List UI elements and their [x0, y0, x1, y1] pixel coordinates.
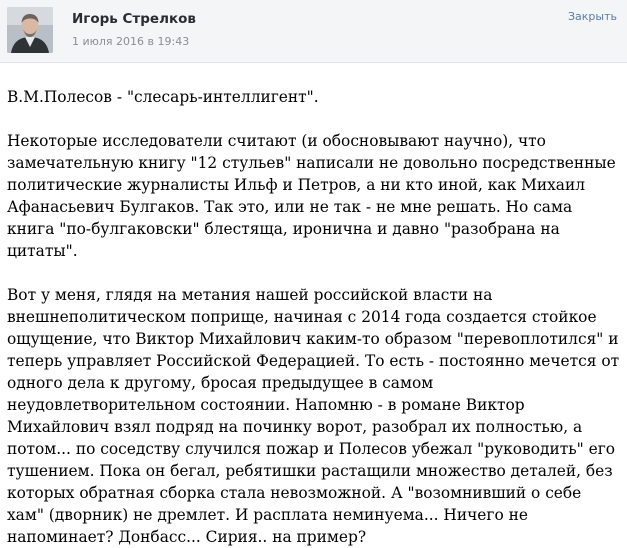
post-date[interactable]: 1 июля 2016 в 19:43	[72, 35, 190, 48]
user-photo-icon[interactable]	[7, 7, 53, 53]
post-paragraph: В.М.Полесов - "слесарь-интеллигент".	[7, 88, 319, 106]
close-button[interactable]: Закрыть	[568, 10, 617, 23]
avatar-photo	[7, 7, 53, 53]
post-text	[7, 86, 621, 548]
post-paragraph: Вот у меня, глядя на метания нашей российской власти на внешнеполитическом поприще, начиная с 2014 года создается стойкое ощущение, что Виктор Михайлович каким-то образом "перевоплотился" и теперь управляет Российской Федерацией. То есть - постоянно мечется от одного дела к другому, бросая предыдущее в самом неудовлетворительном состоянии. Напомню - в романе Виктор Михайлович взял подряд на починку ворот, разобрал их полностью, а потом... по соседству случился пожар и Полесов убежал "руководить" его тушением. Пока он бегал, ребятишки растащили множество деталей, без которых обратная сборка стала невозможной. А "возомнивший о себе хам" (дворник) не дремлет. И расплата неминуема... Ничего не напоминает? Донбасс... Сирия.. на пример?	[7, 286, 620, 546]
post-paragraph: Некоторые исследователи считают (и обосновывают научно), что замечательную книгу "12 стульев" написали не довольно посредственные политические журналисты Ильф и Петров, а ни кто иной, как Михаил Афанасьевич Булгаков. Так это, или не так - не мне решать. Но сама книга "по-булгаковски" блестяща, иронична и давно "разобрана на цитаты".	[7, 132, 616, 260]
post-header	[0, 0, 627, 63]
author-name[interactable]: Игорь Стрелков	[72, 11, 196, 27]
